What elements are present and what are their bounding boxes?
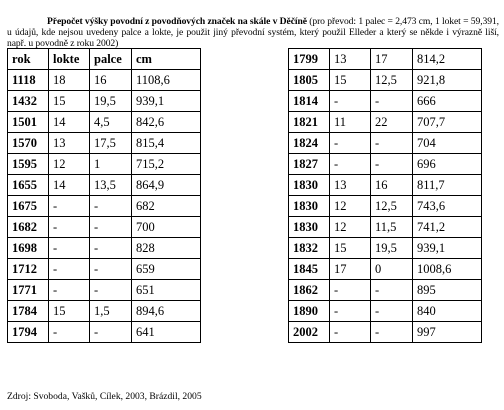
cell-palce: -: [90, 280, 132, 301]
cell-year: 1827: [289, 154, 330, 175]
cell-cm: 696: [413, 154, 482, 175]
table-row: [8, 217, 201, 238]
cell-year: 1832: [289, 238, 330, 259]
table-row: [289, 70, 482, 91]
cell-year: 1824: [289, 133, 330, 154]
table-row: [8, 154, 201, 175]
cell-palce: 12,5: [371, 70, 413, 91]
cell-lokte: 13: [330, 49, 371, 70]
cell-cm: 741,2: [413, 217, 482, 238]
right-table-body: [289, 49, 482, 343]
cell-year: 1771: [8, 280, 49, 301]
cell-palce: -: [371, 301, 413, 322]
cell-lokte: -: [330, 91, 371, 112]
cell-lokte: -: [330, 280, 371, 301]
cell-cm: 811,7: [413, 175, 482, 196]
cell-cm: 842,6: [132, 112, 201, 133]
cell-year: 1595: [8, 154, 49, 175]
table-row: [8, 133, 201, 154]
cell-year: 1799: [289, 49, 330, 70]
table-row: [8, 70, 201, 91]
table-row: [289, 322, 482, 343]
cell-year: 1890: [289, 301, 330, 322]
cell-lokte: 14: [49, 112, 90, 133]
table-row: [8, 280, 201, 301]
table-row: [289, 133, 482, 154]
cell-year: 1821: [289, 112, 330, 133]
cell-palce: -: [371, 154, 413, 175]
cell-cm: 707,7: [413, 112, 482, 133]
header-palce: palce: [90, 49, 132, 70]
cell-year: 1675: [8, 196, 49, 217]
cell-palce: -: [371, 280, 413, 301]
cell-year: 1655: [8, 175, 49, 196]
table-row: [8, 301, 201, 322]
cell-year: 1862: [289, 280, 330, 301]
caption-text: (pro převod: 1 palec = 2,473 cm, 1 loket = 59,391, u údajů, kde nejsou uvedeny palce a lokte, je použit jiný převodní systém, který použil Elleder a který se někde i výrazně liší, např. u povodně z roku 2002): [7, 16, 499, 49]
cell-cm: 840: [413, 301, 482, 322]
cell-cm: 715,2: [132, 154, 201, 175]
cell-palce: 1: [90, 154, 132, 175]
cell-year: 1432: [8, 91, 49, 112]
table-row: [289, 112, 482, 133]
cell-palce: -: [90, 196, 132, 217]
cell-cm: 641: [132, 322, 201, 343]
cell-cm: 1008,6: [413, 259, 482, 280]
cell-palce: -: [90, 238, 132, 259]
cell-palce: -: [371, 322, 413, 343]
cell-cm: 828: [132, 238, 201, 259]
source-note: Zdroj: Svoboda, Vašků, Cílek, 2003, Brázdil, 2005: [7, 391, 202, 402]
cell-palce: 16: [371, 175, 413, 196]
cell-cm: 743,6: [413, 196, 482, 217]
table-row: [289, 280, 482, 301]
header-lokte: lokte: [49, 49, 90, 70]
table-row: [8, 259, 201, 280]
cell-palce: -: [90, 217, 132, 238]
table-row: [8, 91, 201, 112]
cell-palce: 13,5: [90, 175, 132, 196]
cell-cm: 895: [413, 280, 482, 301]
cell-year: 1698: [8, 238, 49, 259]
cell-year: 1712: [8, 259, 49, 280]
cell-lokte: -: [330, 322, 371, 343]
flood-table-left: [7, 48, 201, 343]
cell-palce: 17,5: [90, 133, 132, 154]
table-row: [8, 322, 201, 343]
cell-year: 1570: [8, 133, 49, 154]
cell-year: 2002: [289, 322, 330, 343]
cell-cm: 700: [132, 217, 201, 238]
cell-lokte: -: [49, 322, 90, 343]
cell-cm: 894,6: [132, 301, 201, 322]
table-row: [289, 217, 482, 238]
cell-cm: 815,4: [132, 133, 201, 154]
cell-cm: 704: [413, 133, 482, 154]
cell-cm: 682: [132, 196, 201, 217]
cell-cm: 921,8: [413, 70, 482, 91]
table-row: [289, 196, 482, 217]
cell-lokte: 18: [49, 70, 90, 91]
cell-year: 1830: [289, 175, 330, 196]
cell-year: 1501: [8, 112, 49, 133]
cell-lokte: -: [330, 133, 371, 154]
cell-lokte: 11: [330, 112, 371, 133]
cell-lokte: 15: [49, 91, 90, 112]
cell-palce: 19,5: [371, 238, 413, 259]
cell-lokte: -: [49, 259, 90, 280]
cell-palce: -: [371, 133, 413, 154]
cell-cm: 939,1: [132, 91, 201, 112]
cell-lokte: 15: [330, 70, 371, 91]
table-row: [8, 238, 201, 259]
cell-cm: 939,1: [413, 238, 482, 259]
cell-year: 1830: [289, 217, 330, 238]
cell-palce: 22: [371, 112, 413, 133]
table-row: [8, 196, 201, 217]
cell-cm: 814,2: [413, 49, 482, 70]
left-table-body: [8, 70, 201, 343]
cell-lokte: 13: [330, 175, 371, 196]
cell-cm: 997: [413, 322, 482, 343]
caption-title: Přepočet výšky povodní z povodňových značek na skále v Děčíně: [47, 16, 307, 27]
cell-cm: 864,9: [132, 175, 201, 196]
cell-palce: -: [371, 91, 413, 112]
flood-table-right: [288, 48, 482, 343]
cell-year: 1118: [8, 70, 49, 91]
cell-lokte: 15: [330, 238, 371, 259]
table-row: [289, 238, 482, 259]
cell-year: 1814: [289, 91, 330, 112]
cell-palce: 17: [371, 49, 413, 70]
table-row: [8, 175, 201, 196]
cell-palce: 4,5: [90, 112, 132, 133]
cell-year: 1682: [8, 217, 49, 238]
table-row: [289, 154, 482, 175]
cell-lokte: 13: [49, 133, 90, 154]
cell-lokte: 17: [330, 259, 371, 280]
cell-lokte: 15: [49, 301, 90, 322]
cell-lokte: -: [49, 238, 90, 259]
cell-palce: 1,5: [90, 301, 132, 322]
cell-lokte: -: [49, 280, 90, 301]
cell-cm: 651: [132, 280, 201, 301]
table-row: [289, 91, 482, 112]
cell-palce: 16: [90, 70, 132, 91]
cell-cm: 659: [132, 259, 201, 280]
table-caption: [7, 16, 499, 49]
cell-palce: -: [90, 322, 132, 343]
cell-lokte: -: [330, 301, 371, 322]
table-row: [289, 259, 482, 280]
table-row: [289, 49, 482, 70]
cell-year: 1830: [289, 196, 330, 217]
cell-lokte: 12: [49, 154, 90, 175]
cell-lokte: 14: [49, 175, 90, 196]
header-year: rok: [8, 49, 49, 70]
table-row: [289, 175, 482, 196]
cell-lokte: -: [330, 154, 371, 175]
cell-year: 1805: [289, 70, 330, 91]
cell-lokte: 12: [330, 217, 371, 238]
table-row: [289, 301, 482, 322]
cell-lokte: -: [49, 196, 90, 217]
cell-cm: 1108,6: [132, 70, 201, 91]
cell-palce: 12,5: [371, 196, 413, 217]
table-row: [8, 112, 201, 133]
cell-cm: 666: [413, 91, 482, 112]
cell-palce: 11,5: [371, 217, 413, 238]
cell-year: 1845: [289, 259, 330, 280]
header-cm: cm: [132, 49, 201, 70]
cell-year: 1794: [8, 322, 49, 343]
cell-palce: 0: [371, 259, 413, 280]
cell-lokte: -: [49, 217, 90, 238]
cell-palce: -: [90, 259, 132, 280]
cell-year: 1784: [8, 301, 49, 322]
header-row: [8, 49, 201, 70]
cell-palce: 19,5: [90, 91, 132, 112]
cell-lokte: 12: [330, 196, 371, 217]
